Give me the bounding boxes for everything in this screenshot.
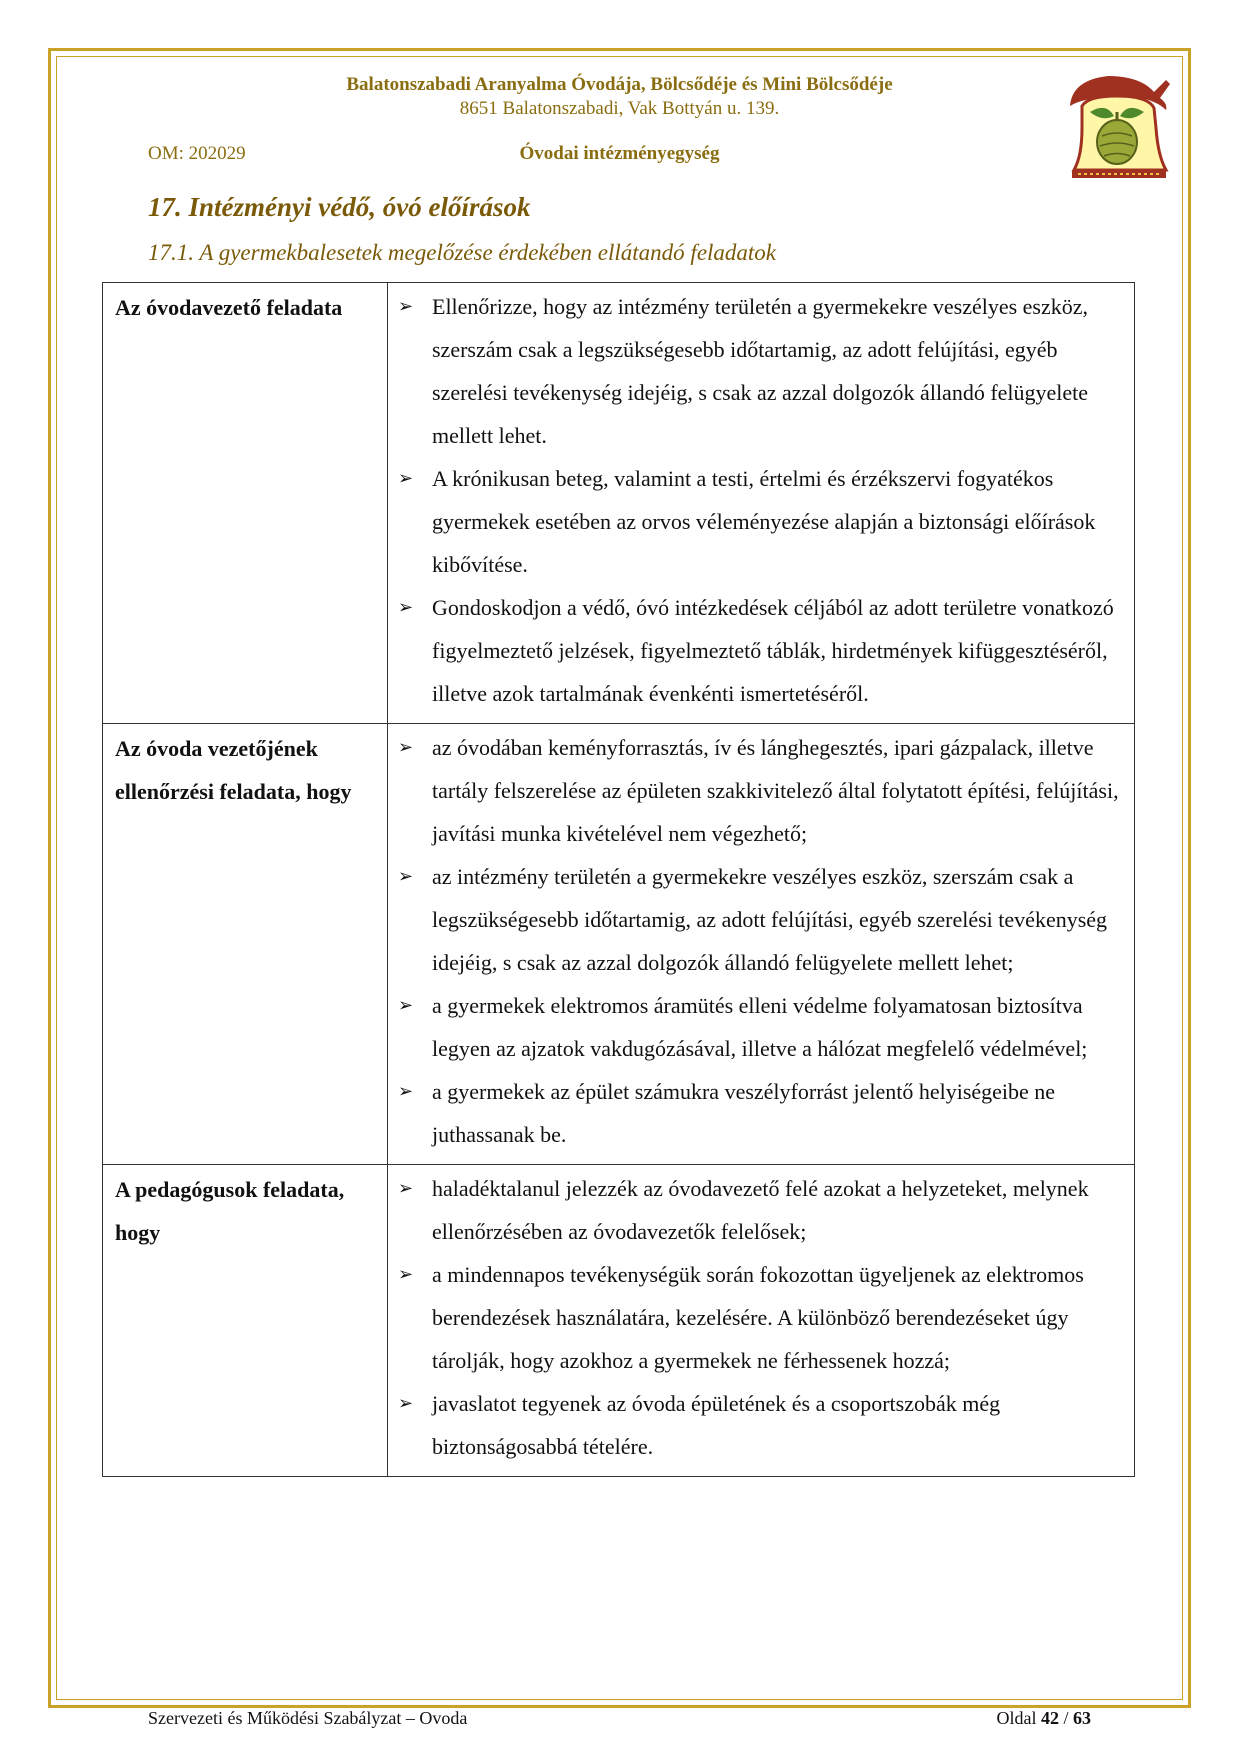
role-cell: A pedagógusok feladata, hogy <box>103 1165 388 1477</box>
list-item: ➢ javaslatot tegyenek az óvoda épületének és a csoportszobák még biztonságosabbá tételére. <box>396 1382 1122 1468</box>
tasks-cell <box>388 724 1135 1165</box>
page-current: 42 <box>1040 1708 1059 1728</box>
arrowhead-bullet-icon: ➢ <box>398 1393 414 1413</box>
section-subtitle: 17.1. A gyermekbalesetek megelőzése érdekében ellátandó feladatok <box>148 240 777 265</box>
list-item: ➢ az intézmény területén a gyermekekre veszélyes eszköz, szerszám csak a legszükségesebb időtartamig, az adott felújítási, egyéb szerelési tevékenység idejéig, s csak az azzal dolgozók állandó felügyelete mellett lehet; <box>396 855 1122 984</box>
page-separator: / <box>1063 1708 1069 1728</box>
list-item: ➢ az óvodában keményforrasztás, ív és lánghegesztés, ipari gázpalack, illetve tartály felszerelése az épületen szakkivitelező által folytatott építési, felújítási, javítási munka kivételével nem végezhető; <box>396 726 1122 855</box>
footer-page-number <box>996 1708 1091 1729</box>
arrowhead-bullet-icon: ➢ <box>398 468 414 488</box>
section-title: 17. Intézményi védő, óvó előírások <box>148 192 531 222</box>
list-item: ➢ Gondoskodjon a védő, óvó intézkedések céljából az adott területre vonatkozó figyelmeztető jelzések, figyelmeztető táblák, hirdetmények kifüggesztéséről, illetve azok tartalmának évenkénti ismertetéséről. <box>396 586 1122 715</box>
unit-name: Óvodai intézményegység <box>519 143 720 164</box>
list-item: ➢ a gyermekek elektromos áramütés elleni védelme folyamatosan biztosítva legyen az ajzatok vakdugózásával, illetve a hálózat megfelelő védelmével; <box>396 984 1122 1070</box>
list-item: ➢ a mindennapos tevékenységük során fokozottan ügyeljenek az elektromos berendezések használatára, kezelésére. A különböző berendezéseket úgy tárolják, hogy azokhoz a gyermekek ne férhessenek hozzá; <box>396 1253 1122 1382</box>
institution-name: Balatonszabadi Aranyalma Óvodája, Bölcsődéje és Mini Bölcsődéje <box>346 74 893 95</box>
arrowhead-bullet-icon: ➢ <box>398 995 414 1015</box>
table-row <box>103 283 1135 724</box>
apple-bell-logo-icon <box>1062 66 1172 188</box>
role-cell: Az óvoda vezetőjének ellenőrzési feladata, hogy <box>103 724 388 1165</box>
footer-document-title: Szervezeti és Működési Szabályzat – Ovoda <box>148 1708 468 1728</box>
list-item: ➢ Ellenőrizze, hogy az intézmény területén a gyermekekre veszélyes eszköz, szerszám csak a legszükségesebb időtartamig, az adott felújítási, egyéb szerelési tevékenység idejéig, s csak az azzal dolgozók állandó felügyelete mellett lehet. <box>396 285 1122 457</box>
arrowhead-bullet-icon: ➢ <box>398 296 414 316</box>
arrowhead-bullet-icon: ➢ <box>398 737 414 757</box>
list-item: ➢ a gyermekek az épület számukra veszélyforrást jelentő helyiségeibe ne juthassanak be. <box>396 1070 1122 1156</box>
om-number: OM: 202029 <box>148 143 246 164</box>
table-row <box>103 1165 1135 1477</box>
table-row <box>103 724 1135 1165</box>
arrowhead-bullet-icon: ➢ <box>398 1081 414 1101</box>
role-cell: Az óvodavezető feladata <box>103 283 388 724</box>
tasks-cell <box>388 283 1135 724</box>
list-item: ➢ haladéktalanul jelezzék az óvodavezető felé azokat a helyzeteket, melynek ellenőrzésében az óvodavezetők felelősek; <box>396 1167 1122 1253</box>
arrowhead-bullet-icon: ➢ <box>398 866 414 886</box>
tasks-table <box>102 282 1135 1477</box>
arrowhead-bullet-icon: ➢ <box>398 1178 414 1198</box>
list-item: ➢ A krónikusan beteg, valamint a testi, értelmi és érzékszervi fogyatékos gyermekek esetében az orvos véleményezése alapján a biztonsági előírások kibővítése. <box>396 457 1122 586</box>
tasks-cell <box>388 1165 1135 1477</box>
arrowhead-bullet-icon: ➢ <box>398 597 414 617</box>
arrowhead-bullet-icon: ➢ <box>398 1264 414 1284</box>
page-total: 63 <box>1073 1708 1091 1728</box>
institution-address: 8651 Balatonszabadi, Vak Bottyán u. 139. <box>459 98 780 119</box>
page-label: Oldal <box>996 1708 1037 1728</box>
